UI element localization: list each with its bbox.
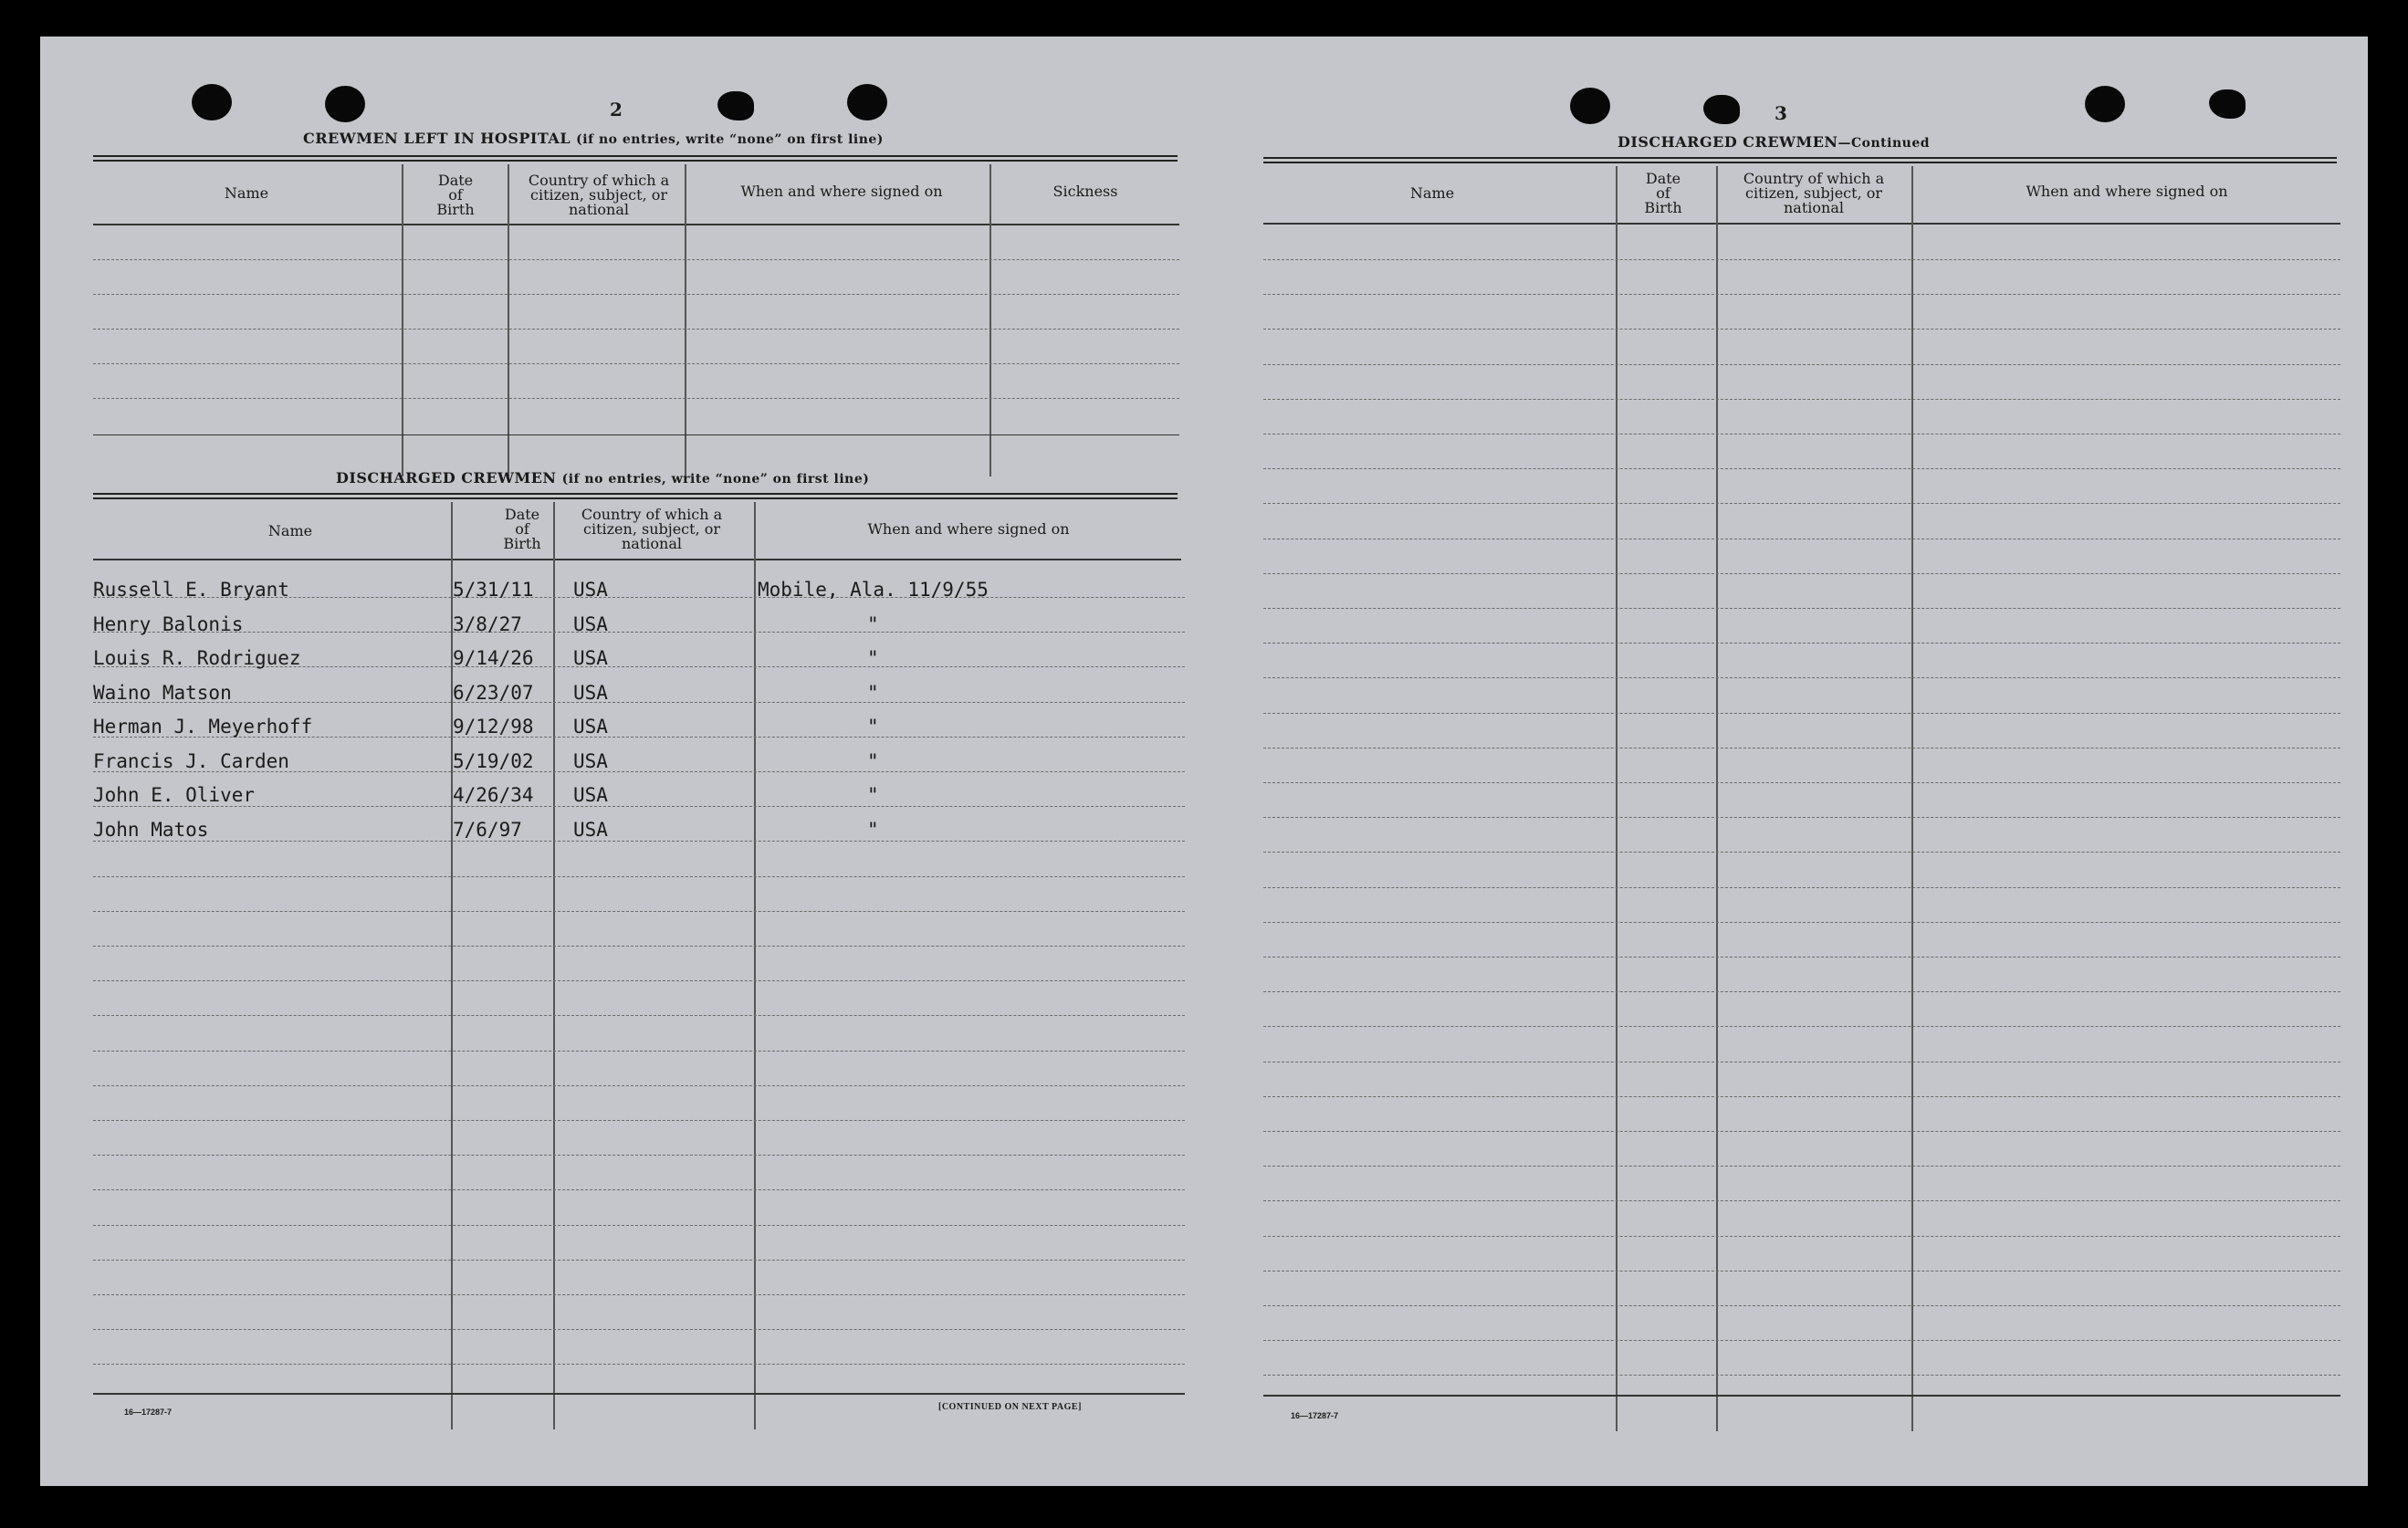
ruled-line [1263, 1200, 2340, 1201]
crew-country-cell: USA [573, 784, 608, 806]
column-divider [508, 164, 509, 476]
ruled-line [93, 1260, 1185, 1261]
ruled-line [93, 1189, 1185, 1190]
ruled-line [1263, 503, 2340, 504]
column-divider [1716, 166, 1718, 1431]
page-number: 2 [610, 99, 623, 120]
ruled-line [93, 876, 1185, 877]
crew-signed-cell: " [867, 749, 879, 772]
ruled-line [93, 911, 1185, 912]
crew-dob-cell: 7/6/97 [453, 818, 522, 841]
hospital-col-country: Country of which a citizen, subject, or national [528, 172, 670, 218]
crew-dob-cell: 4/26/34 [453, 784, 534, 806]
punch-hole [717, 91, 754, 120]
discharged-bottom-rule [93, 1393, 1185, 1395]
column-divider [754, 502, 756, 1429]
discharged-col-dob: Date of Birth [503, 506, 541, 552]
discharged-top-rule [93, 493, 1178, 499]
form-number: 16—17287-7 [124, 1408, 173, 1417]
crew-country-cell: USA [573, 818, 608, 841]
crew-country-cell: USA [573, 647, 608, 669]
page-number: 3 [1775, 102, 1787, 124]
crew-country-cell: USA [573, 749, 608, 772]
ruled-line [1263, 643, 2340, 644]
ruled-line [93, 806, 1185, 807]
crew-dob-cell: 6/23/07 [453, 681, 534, 704]
ruled-line [93, 702, 1185, 703]
discharged-subtitle: (if no entries, write “none” on first line) [561, 472, 870, 487]
hospital-bottom-rule [93, 434, 1179, 435]
ruled-line [93, 1015, 1185, 1016]
crew-signed-cell: " [867, 716, 879, 738]
crew-signed-cell: " [867, 818, 879, 841]
crew-signed-cell: " [867, 612, 879, 635]
ruled-line [1263, 817, 2340, 818]
column-divider [451, 502, 453, 1429]
ruled-line [93, 980, 1185, 981]
crew-name-cell: John Matos [93, 818, 209, 841]
ruled-line [1263, 713, 2340, 714]
crew-name-cell: Henry Balonis [93, 612, 244, 635]
crew-country-cell: USA [573, 612, 608, 635]
ruled-line [1263, 468, 2340, 469]
crew-country-cell: USA [573, 681, 608, 704]
crew-name-cell: Waino Matson [93, 681, 232, 704]
crew-name-cell: Russell E. Bryant [93, 579, 289, 601]
ruled-line [1263, 329, 2340, 330]
right-col-signed: When and where signed on [2026, 183, 2228, 200]
ruled-line [1263, 852, 2340, 853]
ruled-line [93, 1225, 1185, 1226]
ruled-line [1263, 887, 2340, 888]
crew-signed-cell: " [867, 784, 879, 806]
punch-hole [2085, 86, 2125, 122]
punch-hole [1703, 95, 1740, 124]
right-col-country: Country of which a citizen, subject, or national [1743, 170, 1885, 216]
crew-dob-cell: 3/8/27 [453, 612, 522, 635]
ruled-line [1263, 922, 2340, 923]
punch-hole [325, 86, 365, 122]
crew-dob-cell: 9/14/26 [453, 647, 534, 669]
ruled-line [93, 1364, 1185, 1365]
ruled-line [93, 632, 1185, 633]
ruled-line [93, 1051, 1185, 1052]
column-divider [1911, 166, 1913, 1431]
ruled-line [93, 363, 1179, 364]
crew-name-cell: Louis R. Rodriguez [93, 647, 301, 669]
ruled-line [1263, 573, 2340, 574]
ruled-line [93, 1155, 1185, 1156]
column-divider [989, 164, 991, 476]
crew-dob-cell: 9/12/98 [453, 716, 534, 738]
column-divider [402, 164, 403, 476]
ruled-line [1263, 1305, 2340, 1306]
crew-signed-cell: " [867, 647, 879, 669]
hospital-title-text: CREWMEN LEFT IN HOSPITAL [303, 130, 571, 147]
ruled-line [1263, 1096, 2340, 1097]
ruled-line [93, 294, 1179, 295]
discharged-col-signed: When and where signed on [867, 520, 1070, 538]
hospital-col-signed: When and where signed on [740, 183, 943, 200]
ruled-line [1263, 1236, 2340, 1237]
ruled-line [93, 841, 1185, 842]
ruled-line [1263, 259, 2340, 260]
crew-name-cell: Herman J. Meyerhoff [93, 716, 313, 738]
hospital-header-rule [93, 224, 1179, 225]
right-title [1618, 133, 1930, 151]
ruled-line [93, 1329, 1185, 1330]
discharged-col-name: Name [267, 522, 313, 539]
right-title-text: DISCHARGED CREWMEN [1618, 133, 1838, 151]
right-header-rule [1263, 223, 2340, 225]
form-number: 16—17287-7 [1291, 1411, 1339, 1420]
crew-name-cell: Francis J. Carden [93, 749, 289, 772]
document-sheet [40, 37, 2368, 1486]
right-title-suffix: —Continued [1837, 136, 1931, 151]
ruled-line [1263, 608, 2340, 609]
ruled-line [1263, 1375, 2340, 1376]
ruled-line [1263, 991, 2340, 992]
crew-dob-cell: 5/31/11 [453, 579, 534, 601]
ruled-line [93, 1120, 1185, 1121]
ruled-line [93, 259, 1179, 260]
ruled-line [1263, 1340, 2340, 1341]
ruled-line [1263, 399, 2340, 400]
hospital-title [303, 130, 884, 147]
hospital-col-name: Name [224, 184, 269, 202]
ruled-line [1263, 782, 2340, 783]
right-col-dob: Date of Birth [1644, 170, 1682, 216]
crew-name-cell: John E. Oliver [93, 784, 256, 806]
ruled-line [1263, 677, 2340, 678]
continued-note: [CONTINUED ON NEXT PAGE] [938, 1402, 1082, 1412]
crew-country-cell: USA [573, 579, 608, 601]
hospital-top-rule [93, 155, 1178, 162]
discharged-title-text: DISCHARGED CREWMEN [336, 469, 557, 487]
hospital-col-dob: Date of Birth [436, 172, 475, 218]
discharged-title [336, 469, 869, 487]
ruled-line [1263, 1271, 2340, 1272]
ruled-line [1263, 957, 2340, 958]
ruled-line [93, 1085, 1185, 1086]
crew-country-cell: USA [573, 716, 608, 738]
column-divider [553, 502, 555, 1429]
crew-signed-cell: Mobile, Ala. 11/9/55 [758, 579, 989, 601]
ruled-line [1263, 1166, 2340, 1167]
ruled-line [1263, 1026, 2340, 1027]
discharged-col-country: Country of which a citizen, subject, or national [581, 506, 723, 552]
crew-signed-cell: " [867, 681, 879, 704]
hospital-subtitle: (if no entries, write “none” on first line) [576, 132, 884, 147]
discharged-header-rule [93, 559, 1181, 560]
ruled-line [1263, 364, 2340, 365]
punch-hole [2209, 89, 2246, 119]
hospital-col-sickness: Sickness [1052, 183, 1118, 200]
ruled-line [93, 398, 1179, 399]
ruled-line [1263, 1131, 2340, 1132]
ruled-line [1263, 294, 2340, 295]
right-bottom-rule [1263, 1395, 2340, 1397]
punch-hole [847, 84, 887, 120]
right-col-name: Name [1409, 184, 1455, 202]
punch-hole [1570, 88, 1610, 124]
crew-dob-cell: 5/19/02 [453, 749, 534, 772]
ruled-line [93, 946, 1185, 947]
column-divider [1616, 166, 1618, 1431]
column-divider [685, 164, 686, 476]
punch-hole [192, 84, 232, 120]
ruled-line [93, 1294, 1185, 1295]
right-top-rule [1263, 157, 2337, 163]
ruled-line [93, 329, 1179, 330]
